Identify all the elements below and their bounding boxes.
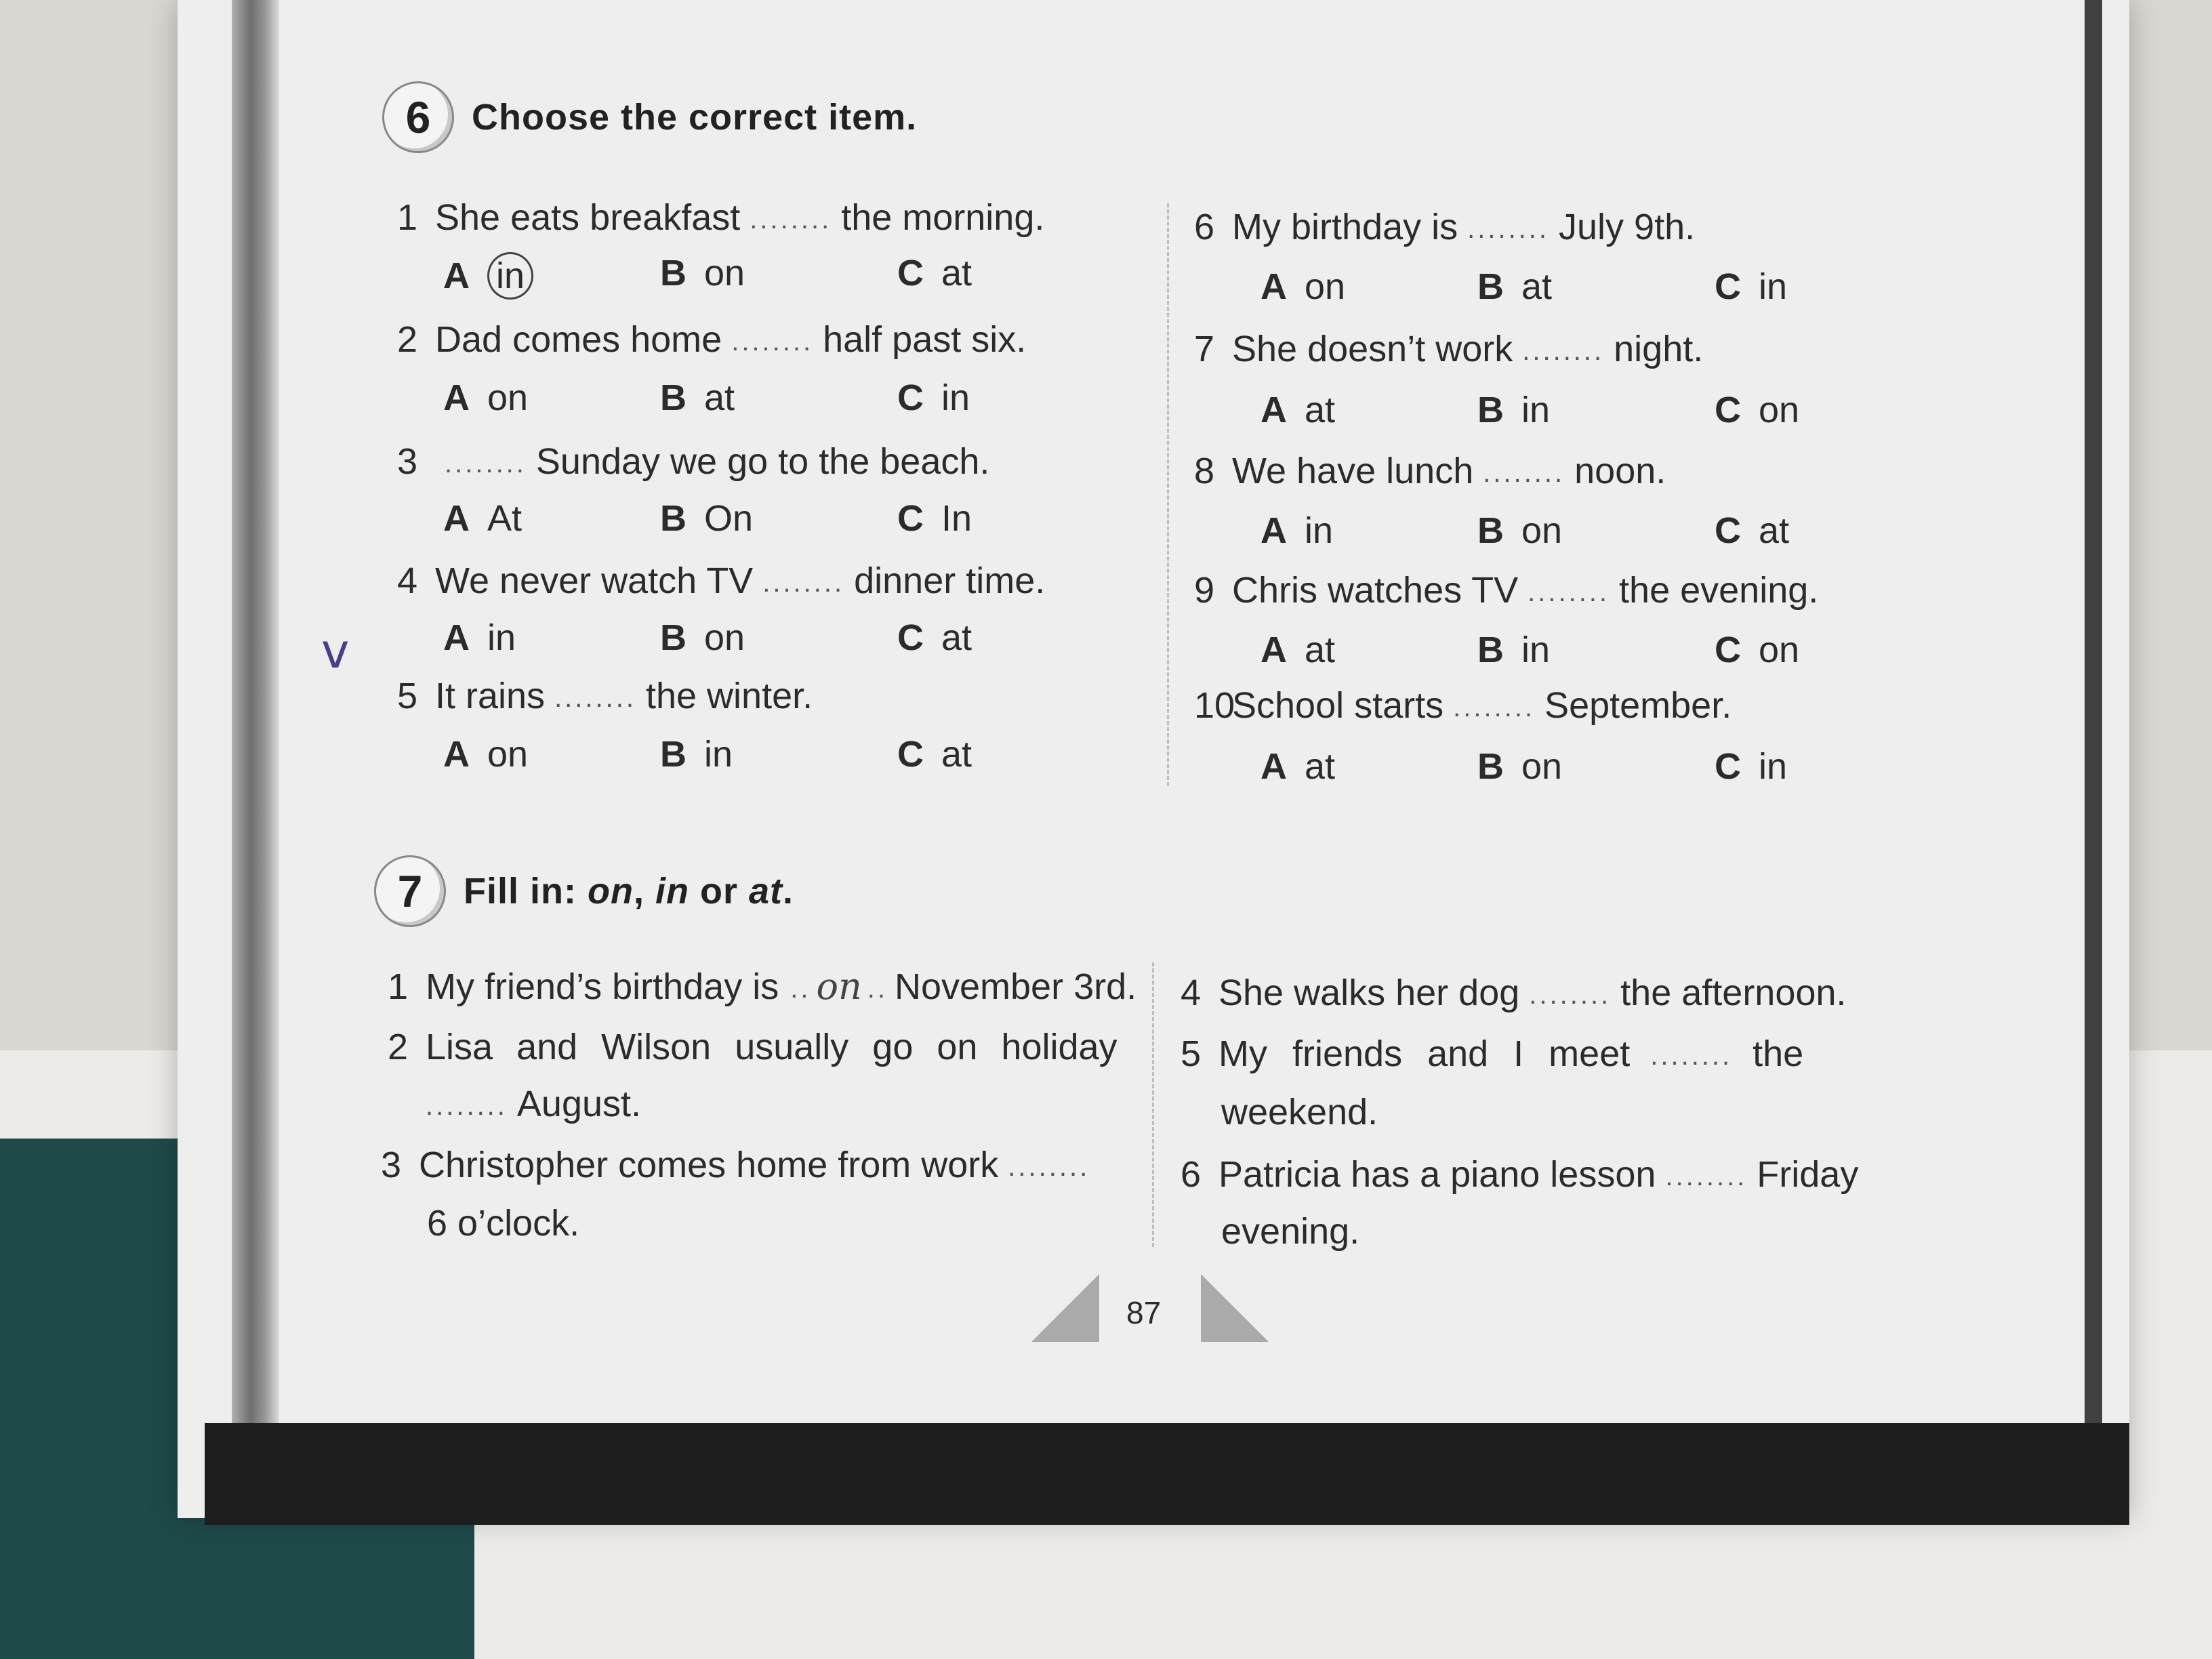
option-b[interactable]: B On: [660, 498, 754, 539]
ex6-q9: 9 Chris watches TV ........ the evening.: [1194, 570, 1819, 611]
ex6-q6: 6 My birthday is ........ July 9th.: [1194, 207, 1696, 247]
page-number-ornament-right: [1201, 1274, 1269, 1342]
circled-answer: in: [487, 252, 533, 300]
ex7-q3: 3 Christopher comes home from work ........: [381, 1145, 1090, 1185]
ex6-q10: 10School starts ........ September.: [1194, 685, 1732, 726]
ex6-q3: 3 ........ Sunday we go to the beach.: [397, 441, 990, 482]
page-edge: [2085, 0, 2102, 1518]
option-a[interactable]: A at: [1261, 746, 1336, 787]
ex6-q2: 2 Dad comes home ........ half past six.: [397, 319, 1027, 360]
ex6-q8: 8 We have lunch ........ noon.: [1194, 451, 1666, 491]
ex7-q6-cont: evening.: [1221, 1211, 1360, 1252]
textbook-page: [178, 0, 2129, 1518]
ex6-q5: 5 It rains ........ the winter.: [397, 676, 813, 716]
option-a[interactable]: A on: [1261, 266, 1346, 307]
option-b[interactable]: B at: [1477, 266, 1553, 307]
ex7-q6: 6 Patricia has a piano lesson ........ Friday: [1181, 1154, 1859, 1195]
option-a[interactable]: A in: [443, 252, 533, 300]
ex7-q1: 1 My friend’s birthday is .. on .. November 3rd.: [388, 965, 1137, 1008]
page-number-ornament-left: [1031, 1274, 1099, 1342]
option-a[interactable]: A At: [443, 498, 523, 539]
exercise-7-title: Fill in: on, in or at.: [464, 871, 794, 912]
option-a[interactable]: A in: [443, 617, 516, 658]
column-divider-2: [1152, 962, 1154, 1247]
option-a[interactable]: A in: [1261, 510, 1334, 551]
option-b[interactable]: B in: [1477, 630, 1551, 670]
ex7-q2-cont: ........ August.: [426, 1084, 642, 1124]
handwritten-answer: on: [816, 965, 862, 1008]
option-c[interactable]: C in: [1715, 746, 1788, 787]
ex7-q5: 5 My friends and I meet ........ the: [1181, 1033, 1804, 1074]
option-c[interactable]: C in: [897, 377, 970, 418]
column-divider: [1167, 203, 1169, 786]
page-number: 87: [1126, 1295, 1162, 1330]
option-b[interactable]: B at: [660, 377, 735, 418]
ex7-q4: 4 She walks her dog ........ the afternoon.: [1181, 972, 1847, 1013]
option-c[interactable]: C at: [897, 734, 972, 775]
option-a[interactable]: A at: [1261, 630, 1336, 670]
option-b[interactable]: B on: [660, 617, 745, 658]
option-b[interactable]: B in: [660, 734, 733, 775]
ex7-q5-cont: weekend.: [1221, 1092, 1378, 1132]
option-c[interactable]: C In: [897, 498, 972, 539]
exercise-6-number: 6: [382, 81, 454, 153]
option-c[interactable]: C at: [897, 253, 972, 293]
option-c[interactable]: C in: [1715, 266, 1788, 307]
option-b[interactable]: B in: [1477, 390, 1551, 430]
option-a[interactable]: A on: [443, 377, 529, 418]
option-b[interactable]: B on: [1477, 510, 1563, 551]
option-c[interactable]: C at: [1715, 510, 1790, 551]
exercise-7-number: 7: [374, 855, 446, 927]
ex6-q7: 7 She doesn’t work ........ night.: [1194, 329, 1704, 369]
option-b[interactable]: B on: [1477, 746, 1563, 787]
ex6-q1: 1 She eats breakfast ........ the morning.: [397, 197, 1045, 238]
exercise-6-title: Choose the correct item.: [472, 97, 918, 138]
option-c[interactable]: C on: [1715, 390, 1800, 430]
option-c[interactable]: C at: [897, 617, 972, 658]
exercise-6-header: [382, 81, 917, 153]
bottom-band: [205, 1423, 2129, 1525]
handwritten-mark: ⅴ: [321, 625, 350, 678]
ex7-q2: 2 Lisa and Wilson usually go on holiday: [388, 1027, 1118, 1067]
ex6-q4: 4 We never watch TV ........ dinner time.: [397, 560, 1046, 601]
option-a[interactable]: A on: [443, 734, 529, 775]
ex7-q3-cont: 6 o’clock.: [427, 1203, 580, 1244]
option-c[interactable]: C on: [1715, 630, 1800, 670]
binding-shadow: [232, 0, 279, 1423]
option-b[interactable]: B on: [660, 253, 745, 293]
option-a[interactable]: A at: [1261, 390, 1336, 430]
exercise-7-header: [374, 855, 794, 927]
